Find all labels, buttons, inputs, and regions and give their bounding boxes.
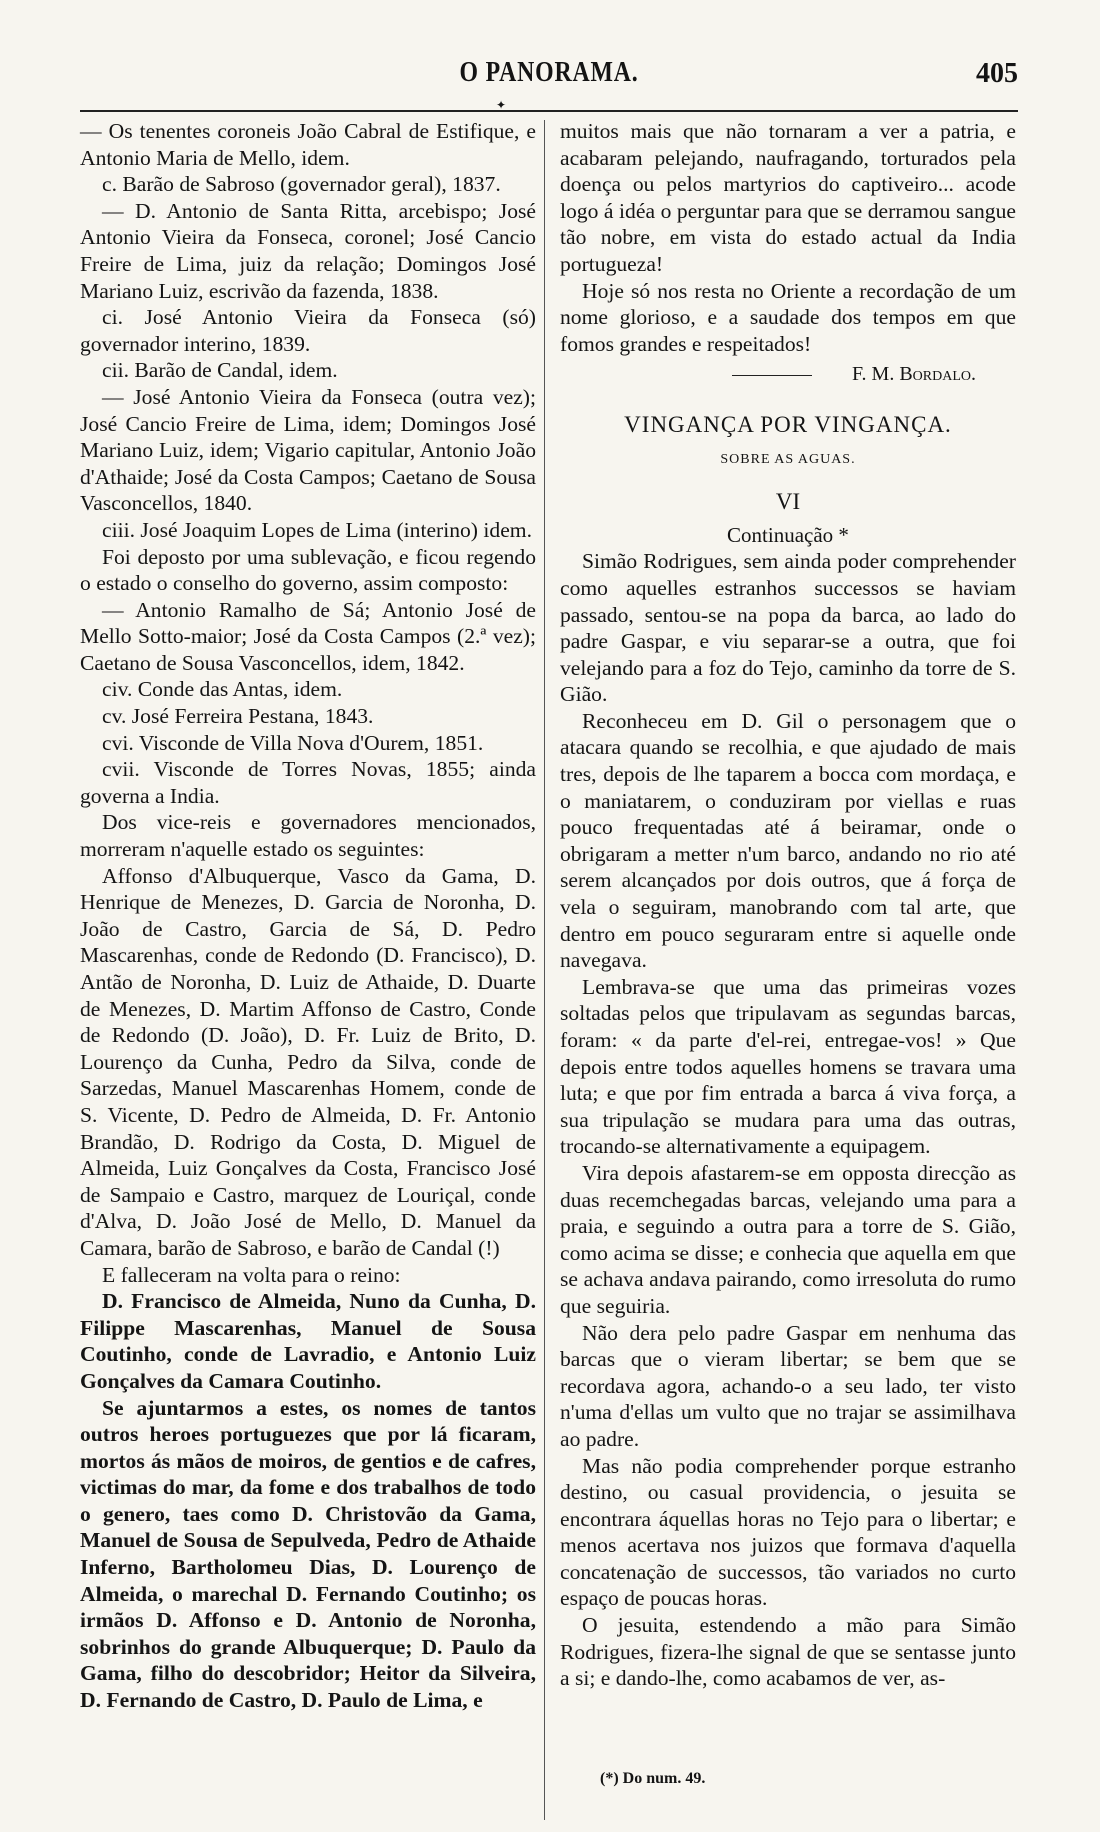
page-number: 405: [976, 58, 1018, 89]
paragraph: Se ajuntarmos a estes, os nomes de tantos outros heroes portuguezes que por lá ficaram, mortos ás mãos de moiros, de gentios e de cafres, victimas do mar, da fome e dos trabalhos de todo o genero, taes como D. Christovão da Gama, Manuel de Sousa de Sepulveda, Pedro de Athaide Inferno, Bartholomeu Dias, D. Lourenço de Almeida, o marechal D. Fernando Coutinho; os irmãos D. Affonso e D. Antonio de Noronha, sobrinhos do grande Albuquerque; D. Paulo da Gama, filho do descobridor; Heitor da Silveira, D. Fernando de Castro, D. Paulo de Lima, e: [80, 1395, 536, 1713]
paragraph: — D. Antonio de Santa Ritta, arcebispo; José Antonio Vieira da Fonseca, coronel; José Cancio Freire de Lima, juiz da relação; Domingos José Mariano Luiz, escrivão da fazenda, 1838.: [80, 198, 536, 303]
paragraph: E falleceram na volta para o reino:: [102, 1262, 401, 1287]
paragraph: Foi deposto por uma sublevação, e ficou regendo o estado o conselho do governo, assim composto:: [80, 544, 536, 596]
paragraph: cv. José Ferreira Pestana, 1843.: [102, 704, 374, 729]
paragraph: muitos mais que não tornaram a ver a patria, e acabaram pelejando, naufragando, torturados pela doença ou pelos martyrios do captiveiro... acode logo á idéa o perguntar para que se derramou sangue tão nobre, em vista do estado actual da India portugueza!: [560, 119, 1016, 276]
column-divider: [544, 120, 545, 1820]
paragraph: cvii. Visconde de Torres Novas, 1855; ainda governa a India.: [80, 757, 536, 808]
paragraph: — José Antonio Vieira da Fonseca (outra vez); José Cancio Freire de Lima, idem; Domingos José Mariano Luiz, idem; Vigario capitular, Antonio João d'Athaide; José da Costa Campos; Caetano de Sousa Vasconcellos, 1840.: [80, 384, 536, 516]
paragraph: c. Barão de Sabroso (governador geral), 1837.: [102, 172, 501, 197]
signature-rule: [732, 375, 812, 376]
article-title: VINGANÇA POR VINGANÇA.: [624, 411, 952, 437]
paragraph: Vira depois afastarem-se em opposta direcção as duas recemchegadas barcas, velejando uma para a praia, e seguindo a outra para a torre de S. Gião, como acima se disse; e conhecia que aquella em que se achava andava pairando, como irresoluta do rumo que seguiria.: [560, 1160, 1016, 1318]
article-subtitle: SOBRE AS AGUAS.: [720, 451, 856, 467]
paragraph: cii. Barão de Candal, idem.: [102, 358, 338, 383]
header-ornament: ✦: [496, 98, 507, 112]
paragraph: Affonso d'Albuquerque, Vasco da Gama, D. Henrique de Menezes, D. Garcia de Noronha, D. João de Castro, Garcia de Sá, D. Pedro Mascarenhas, conde de Redondo (D. Francisco), D. Antão de Noronha, D. Luiz de Athaide, D. Duarte de Menezes, D. Martim Affonso de Castro, Conde de Redondo (D. João), D. Fr. Luiz de Brito, D. Lourenço da Cunha, Pedro da Silva, conde de Sarzedas, Manuel Mascarenhas Homem, conde de S. Vicente, D. Pedro de Almeida, D. Fr. Antonio Brandão, D. Rodrigo da Costa, D. Miguel de Almeida, Luiz Gonçalves da Costa, Francisco José de Sampaio e Castro, marquez de Louriçal, conde d'Alva, D. João José de Mello, D. Manuel da Camara, barão de Sabroso, e barão de Candal (!): [80, 863, 536, 1260]
paragraph: Lembrava-se que uma das primeiras vozes soltadas pelos que tripulavam as segundas barcas, foram: « da parte d'el-rei, entregae-vos! » Que depois entre todos aquelles homens se travara uma luta; e que por fim entrada a barca á viva força, a sua tripulação se mudara para uma das outras, trocando-se alternativamente a equipagem.: [560, 974, 1016, 1159]
paragraph: O jesuita, estendendo a mão para Simão Rodrigues, fizera-lhe signal de que se sentasse junto a si; e dando-lhe, como acabamos de ver, as-: [560, 1613, 1016, 1691]
footnote: (*) Do num. 49.: [600, 1770, 706, 1787]
continuation-note: Continuação *: [727, 522, 849, 547]
right-column: [560, 118, 1016, 1692]
journal-title: O PANORAMA.: [459, 56, 639, 88]
author-signature: F. M. Bordalo.: [560, 361, 1016, 388]
paragraph: Reconheceu em D. Gil o personagem que o atacara quando se recolhia, e que ajudado de mais tres, depois de lhe taparem a bocca com mordaça, e o maniatarem, o conduziram por viellas e ruas pouco frequentadas até á beiramar, onde o obrigaram a metter n'um barco, andando no rio até serem alcançados por dois outros, que á força de vela o seguiram, manobrando com tal arte, que dentro em pouco seguraram entre si aquelle onde navegava.: [560, 708, 1016, 973]
paragraph: cvi. Visconde de Villa Nova d'Ourem, 1851.: [102, 730, 484, 755]
page-header: [80, 48, 1018, 90]
paragraph: Dos vice-reis e governadores mencionados, morreram n'aquelle estado os seguintes:: [80, 810, 536, 862]
paragraph: D. Francisco de Almeida, Nuno da Cunha, D. Filippe Mascarenhas, Manuel de Sousa Coutinho, conde de Lavradio, e Antonio Luiz Gonçalves da Camara Coutinho.: [80, 1289, 536, 1393]
paragraph: Mas não podia comprehender porque estranho destino, ou casual providencia, o jesuita se encontrara áquellas horas no Tejo para o libertar; e menos acertava nos juizos que formava d'aquella concatenação de successos, tão variados no curto espaço de poucas horas.: [560, 1453, 1016, 1611]
paragraph: civ. Conde das Antas, idem.: [102, 677, 343, 702]
left-column: [80, 118, 536, 1714]
header-rule: [80, 110, 1018, 112]
paragraph: ciii. José Joaquim Lopes de Lima (interino) idem.: [102, 517, 532, 542]
paragraph: Hoje só nos resta no Oriente a recordação de um nome glorioso, e a saudade dos tempos em que fomos grandes e respeitados!: [560, 278, 1016, 356]
paragraph: ci. José Antonio Vieira da Fonseca (só) governador interino, 1839.: [80, 305, 536, 356]
paragraph: Não dera pelo padre Gaspar em nenhuma das barcas que o vieram libertar; se bem que se recordava agora, achando-o a seu lado, ter visto n'uma d'ellas um vulto que no trajar se assimilhava ao padre.: [560, 1320, 1016, 1451]
paragraph: — Antonio Ramalho de Sá; Antonio José de Mello Sotto-maior; José da Costa Campos (2.ª vez); Caetano de Sousa Vasconcellos, idem, 1842.: [80, 597, 536, 675]
paragraph: Simão Rodrigues, sem ainda poder comprehender como aquelles estranhos successos se haviam passado, sentou-se na popa da barca, ao lado do padre Gaspar, e viu separar-se a outra, que foi velejando para a foz do Tejo, caminho da torre de S. Gião.: [560, 549, 1016, 707]
chapter-number: VI: [775, 489, 801, 515]
paragraph: — Os tenentes coroneis João Cabral de Estifique, e Antonio Maria de Mello, idem.: [80, 119, 536, 170]
